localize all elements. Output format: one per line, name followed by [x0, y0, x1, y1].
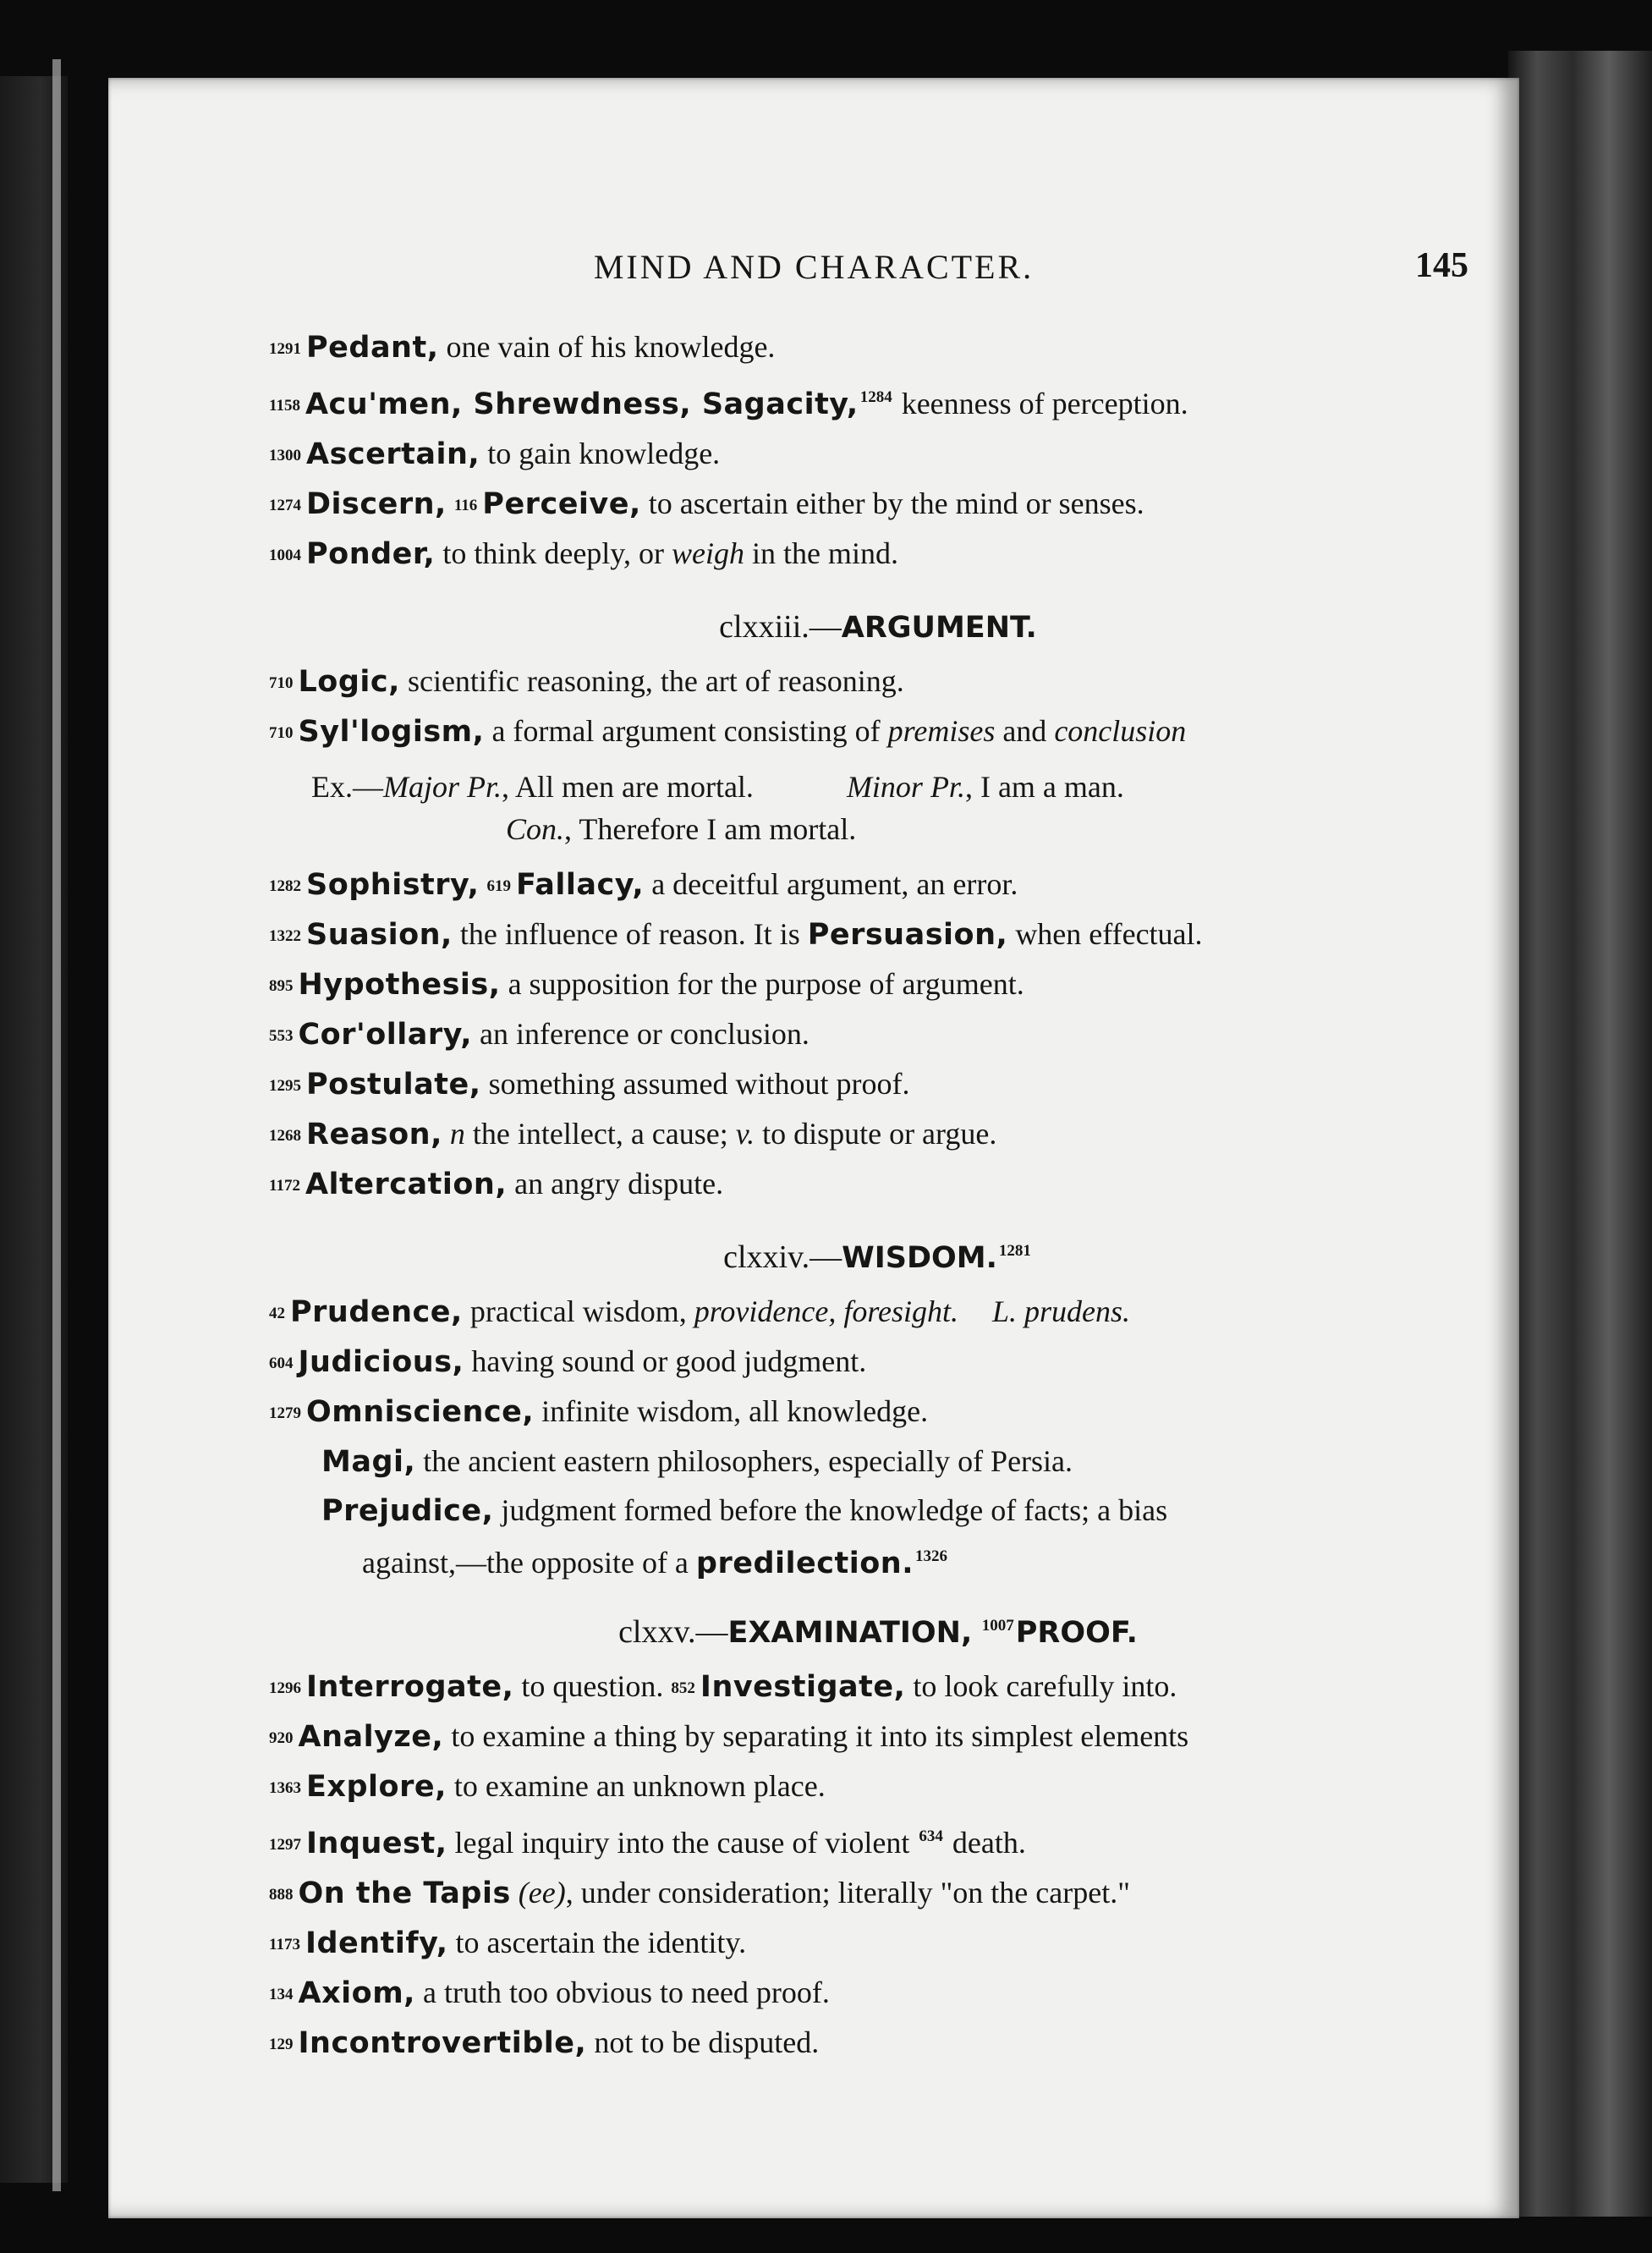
ref-superscript: 634 [919, 1827, 943, 1845]
section-number: clxxiv.— [723, 1239, 842, 1275]
entry-term: predilection. [695, 1547, 914, 1580]
entry-definition: to examine an unknown place. [446, 1769, 826, 1803]
entry-definition: to examine a thing by separating it into its simplest elements [443, 1719, 1189, 1753]
section-title: PROOF. [1015, 1616, 1138, 1650]
etymology: L. prudens. [992, 1294, 1131, 1328]
section-title: ARGUMENT. [841, 611, 1037, 645]
ref-number: 1279 [269, 1404, 301, 1422]
example-line-2 [311, 808, 1487, 850]
entry-syllogism [269, 707, 1487, 757]
entry-judicious [269, 1338, 1487, 1388]
entry-definition: when effectual. [1007, 917, 1203, 951]
entry-definition: to think deeply, or [435, 536, 672, 570]
entry-term: Suasion, [306, 918, 453, 952]
entry-prejudice [269, 1486, 1487, 1536]
entry-pos: v. [735, 1117, 755, 1151]
section-title: EXAMINATION, [727, 1616, 973, 1650]
entry-definition: legal inquiry into the cause of violent [447, 1826, 918, 1860]
section-number: clxxiii.— [719, 609, 842, 645]
entry-term: Analyze, [298, 1720, 444, 1754]
ref-number: 553 [269, 1027, 294, 1045]
entry-definition: having sound or good judgment. [464, 1344, 867, 1378]
entry-term: Omniscience, [306, 1395, 535, 1429]
entry-definition: not to be disputed. [586, 2025, 820, 2059]
book-page [108, 78, 1519, 2218]
ref-number: 1004 [269, 547, 301, 564]
section-title: WISDOM. [842, 1241, 997, 1275]
entry-term: Reason, [306, 1118, 442, 1151]
entry-corollary [269, 1010, 1487, 1060]
ref-number: 1291 [269, 340, 301, 358]
entry-definition: the influence of reason. It is [452, 917, 808, 951]
ref-superscript: 1326 [915, 1547, 947, 1565]
page-content [269, 323, 1487, 2069]
entry-definition: to gain knowledge. [480, 437, 721, 470]
entry-hypothesis [269, 960, 1487, 1010]
ref-superscript: 1281 [998, 1242, 1031, 1260]
pronunciation: (ee) [510, 1876, 566, 1910]
entry-definition: a formal argument consisting of [484, 714, 888, 748]
conclusion-text: , Therefore I am mortal. [564, 812, 857, 846]
entry-acumen [269, 373, 1487, 430]
entry-altercation [269, 1160, 1487, 1210]
entry-definition: against,—the opposite of a [362, 1546, 696, 1580]
section-heading-argument [269, 608, 1487, 646]
entry-pos: n [442, 1117, 465, 1151]
entry-inquest [269, 1812, 1487, 1869]
entry-term: Hypothesis, [298, 968, 501, 1002]
entry-pedant [269, 323, 1487, 373]
section-heading-wisdom [269, 1239, 1487, 1276]
entry-reason [269, 1110, 1487, 1160]
ref-number: 129 [269, 2036, 294, 2053]
entry-definition: the ancient eastern philosophers, especially of Persia. [415, 1444, 1073, 1478]
entry-ponder [269, 530, 1487, 580]
ref-number: 42 [269, 1305, 285, 1322]
ref-number: 1363 [269, 1779, 301, 1797]
ref-number: 1158 [269, 397, 300, 415]
entry-term: Interrogate, [306, 1670, 514, 1704]
entry-definition: judgment formed before the knowledge of facts; a bias [493, 1493, 1168, 1527]
entry-incontrovertible [269, 2019, 1487, 2069]
entry-term: Persuasion, [807, 918, 1008, 952]
entry-term: Judicious, [298, 1345, 464, 1379]
entry-term: Acu'men, Shrewdness, Sagacity, [305, 387, 859, 421]
entry-term: Identify, [305, 1926, 448, 1960]
entry-magi [269, 1437, 1487, 1486]
minor-premise-text: , I am a man. [964, 770, 1124, 804]
entry-definition: infinite wisdom, all knowledge. [534, 1394, 929, 1428]
ref-number: 1300 [269, 447, 301, 464]
entry-definition: , under consideration; literally "on the carpet." [565, 1876, 1130, 1910]
ref-number: 1282 [269, 877, 301, 895]
entry-term: Magi, [321, 1445, 416, 1479]
major-premise-text: , All men are mortal. [502, 770, 754, 804]
entry-definition: one vain of his knowledge. [438, 330, 776, 364]
entry-term: Cor'ollary, [298, 1018, 473, 1052]
entry-logic [269, 657, 1487, 707]
entry-interrogate [269, 1662, 1487, 1712]
entry-term: Prejudice, [321, 1494, 494, 1528]
entry-definition: keenness of perception. [893, 387, 1188, 420]
entry-definition: something assumed without proof. [480, 1067, 910, 1101]
entry-ascertain [269, 430, 1487, 480]
entry-definition: and [995, 714, 1055, 748]
ref-number: 116 [453, 497, 478, 514]
entry-definition: death. [944, 1826, 1026, 1860]
entry-term: Fallacy, [515, 868, 645, 902]
major-premise-label: Major Pr. [383, 770, 502, 804]
example-label: Ex.— [311, 770, 383, 804]
ref-number: 619 [486, 877, 511, 895]
ref-number: 852 [671, 1679, 695, 1697]
entry-definition: a truth too obvious to need proof. [414, 1975, 830, 2009]
ref-number: 710 [269, 674, 294, 692]
section-heading-examination [269, 1613, 1487, 1651]
entry-definition: an inference or conclusion. [472, 1017, 810, 1051]
entry-definition: practical wisdom, [462, 1294, 694, 1328]
ref-superscript: 1284 [859, 388, 892, 406]
entry-definition: a deceitful argument, an error. [644, 867, 1018, 901]
entry-term: Inquest, [306, 1827, 447, 1860]
section-number: clxxv.— [618, 1614, 728, 1650]
minor-premise-label: Minor Pr. [846, 770, 965, 804]
entry-definition: in the mind. [744, 536, 898, 570]
ref-number: 888 [269, 1886, 294, 1904]
entry-definition-italic: providence, foresight. [694, 1294, 959, 1328]
entry-term: Altercation, [305, 1168, 508, 1201]
entry-prejudice-continuation [269, 1536, 1487, 1585]
entry-definition-italic: conclusion [1054, 714, 1187, 748]
entry-axiom [269, 1969, 1487, 2019]
entry-term: Perceive, [482, 487, 641, 521]
entry-term: Logic, [298, 665, 400, 699]
entry-explore [269, 1762, 1487, 1812]
ref-number: 1296 [269, 1679, 301, 1697]
entry-identify [269, 1919, 1487, 1969]
entry-term: Sophistry, [306, 868, 480, 902]
entry-definition: an angry dispute. [507, 1167, 724, 1201]
ref-number: 604 [269, 1355, 294, 1372]
ref-number: 1274 [269, 497, 301, 514]
ref-number: 134 [269, 1986, 294, 2003]
ref-number: 1172 [269, 1177, 300, 1195]
ref-number: 895 [269, 977, 294, 995]
entry-term: Incontrovertible, [298, 2026, 587, 2060]
entry-sophistry [269, 860, 1487, 910]
entry-analyze [269, 1712, 1487, 1762]
ref-number: 710 [269, 724, 294, 742]
entry-definition: to question. [513, 1669, 672, 1703]
ref-number: 1322 [269, 927, 301, 945]
ref-number: 1173 [269, 1936, 300, 1954]
entry-definition-italic: weigh [671, 536, 744, 570]
page-number: 145 [1415, 246, 1468, 285]
entry-definition: a supposition for the purpose of argument. [500, 967, 1024, 1001]
example-line-1 [311, 766, 1487, 808]
entry-definition: scientific reasoning, the art of reasoning. [399, 664, 904, 698]
entry-definition: to ascertain the identity. [447, 1926, 747, 1959]
entry-definition: to ascertain either by the mind or senses. [640, 486, 1144, 520]
book-binding [1508, 51, 1652, 2217]
entry-omniscience [269, 1388, 1487, 1437]
running-title: MIND AND CHARACTER. [593, 248, 1035, 286]
entry-term: Axiom, [298, 1976, 415, 2010]
conclusion-label: Con. [506, 812, 565, 846]
syllogism-example [269, 766, 1487, 850]
entry-term: Syl'logism, [298, 715, 485, 749]
entry-definition: to dispute or argue. [755, 1117, 997, 1151]
entry-on-the-tapis [269, 1869, 1487, 1919]
entry-suasion [269, 910, 1487, 960]
entry-term: Explore, [306, 1770, 447, 1804]
ref-number: 1295 [269, 1077, 301, 1095]
entry-definition-italic: premises [887, 714, 996, 748]
entry-term: Postulate, [306, 1068, 481, 1102]
entry-prudence [269, 1288, 1487, 1338]
left-page-border [52, 59, 61, 2191]
entry-term: Investigate, [700, 1670, 906, 1704]
entry-discern [269, 480, 1487, 530]
entry-term: Prudence, [290, 1295, 463, 1329]
entry-postulate [269, 1060, 1487, 1110]
entry-term: On the Tapis [298, 1877, 511, 1910]
entry-term: Discern, [306, 487, 447, 521]
entry-definition: the intellect, a cause; [464, 1117, 736, 1151]
ref-number: 1268 [269, 1127, 301, 1145]
entry-term: Ascertain, [306, 437, 480, 471]
entry-definition: to look carefully into. [905, 1669, 1177, 1703]
ref-number: 1297 [269, 1836, 301, 1854]
entry-term: Ponder, [306, 537, 436, 571]
ref-superscript: 1007 [981, 1617, 1014, 1635]
entry-term: Pedant, [306, 331, 439, 365]
ref-number: 920 [269, 1729, 294, 1747]
